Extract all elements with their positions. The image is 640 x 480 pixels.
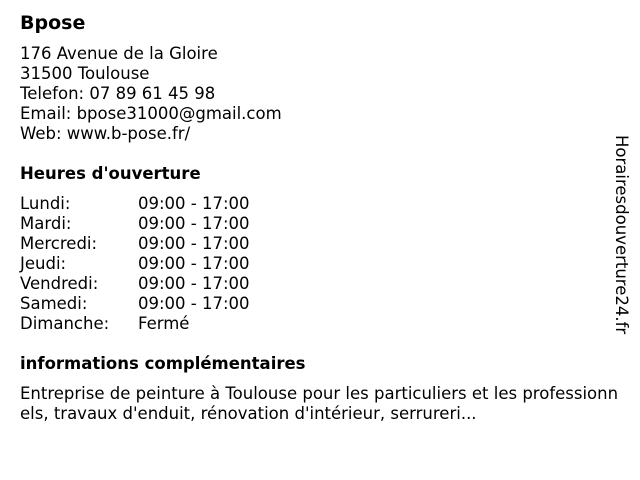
time-value: 09:00 - 17:00 <box>138 254 250 273</box>
day-label: Vendredi: <box>20 274 99 293</box>
day-label: Mardi: <box>20 214 72 233</box>
day-label: Dimanche: <box>20 314 110 333</box>
phone-line: Telefon: 07 89 61 45 98 <box>20 84 216 103</box>
time-value: 09:00 - 17:00 <box>138 194 250 213</box>
time-value: 09:00 - 17:00 <box>138 274 250 293</box>
time-value: 09:00 - 17:00 <box>138 294 250 313</box>
web-line: Web: www.b-pose.fr/ <box>20 124 191 143</box>
business-name: Bpose <box>20 12 86 34</box>
time-value: 09:00 - 17:00 <box>138 214 250 233</box>
address-street: 176 Avenue de la Gloire <box>20 44 218 63</box>
time-value: 09:00 - 17:00 <box>138 234 250 253</box>
time-value: Fermé <box>138 314 190 333</box>
day-label: Samedi: <box>20 294 88 313</box>
contact-block <box>20 44 282 144</box>
site-watermark: Horairesdouverture24.fr <box>612 135 631 335</box>
day-label: Jeudi: <box>20 254 67 273</box>
day-label: Mercredi: <box>20 234 98 253</box>
day-label: Lundi: <box>20 194 71 213</box>
hours-heading: Heures d'ouverture <box>20 164 201 183</box>
address-city: 31500 Toulouse <box>20 64 150 83</box>
info-description: Entreprise de peinture à Toulouse pour les particuliers et les professionnels, travaux d'enduit, rénovation d'intérieur, serrureri... <box>20 384 619 423</box>
email-line: Email: bpose31000@gmail.com <box>20 104 282 123</box>
info-heading: informations complémentaires <box>20 354 306 373</box>
